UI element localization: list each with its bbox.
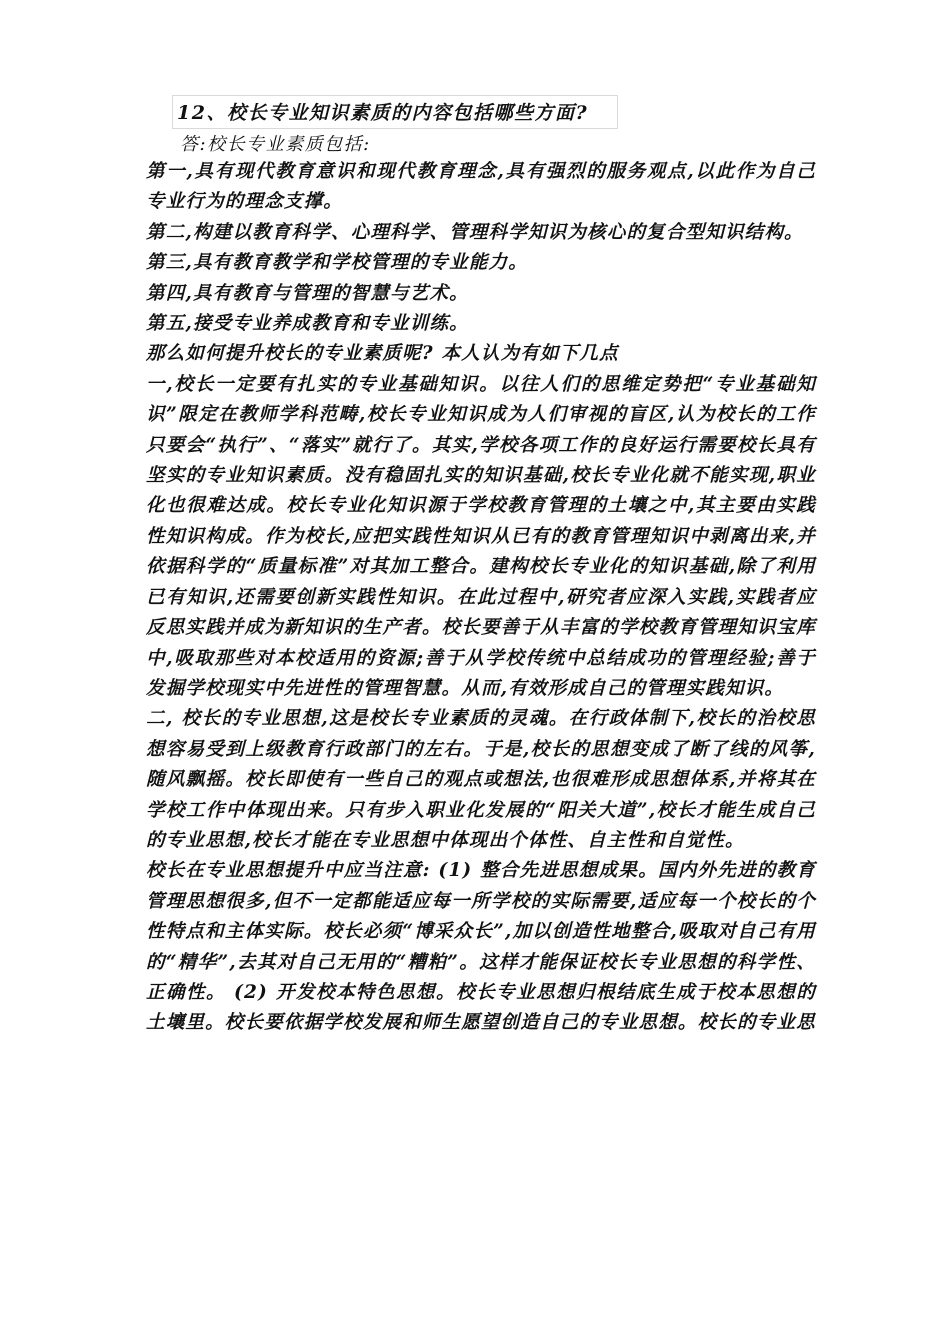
- paragraph-question: 那么如何提升校长的专业素质呢? 本人认为有如下几点: [146, 343, 619, 365]
- paragraph-first: 第一,具有现代教育意识和现代教育理念,具有强烈的服务观点,以此作为自己专业行为的理念支撑。: [146, 161, 816, 213]
- body-text: [146, 157, 816, 1039]
- answer-intro: 答:校长专业素质包括:: [180, 134, 371, 155]
- paragraph-fourth: 第四,具有教育与管理的智慧与艺术。: [146, 282, 469, 304]
- paragraph-point-two: 二, 校长的专业思想,这是校长专业素质的灵魂。在行政体制下,校长的治校思想容易受到上级教育行政部门的左右。于是,校长的思想变成了断了线的风筝,随风飘摇。校长即使有一些自己的观点或想法,也很难形成思想体系,并将其在学校工作中体现出来。只有步入职业化发展的“阳关大道”,校长才能生成自己的专业思想,校长才能在专业思想中体现出个体性、自主性和自觉性。: [146, 708, 816, 851]
- paragraph-notes: 校长在专业思想提升中应当注意: (1) 整合先进思想成果。国内外先进的教育管理思想很多,但不一定都能适应每一所学校的实际需要,适应每一个校长的个性特点和主体实际。校长必须“博采众长”,加以创造性地整合,吸取对自己有用的“精华”,去其对自己无用的“糟粕”。这样才能保证校长专业思想的科学性、正确性。 (2) 开发校本特色思想。校长专业思想归根结底生成于校本思想的土壤里。校长要依据学校发展和师生愿望创造自己的专业思想。校长的专业思: [146, 860, 816, 1034]
- paragraph-fifth: 第五,接受专业养成教育和专业训练。: [146, 313, 469, 335]
- paragraph-point-one: 一,校长一定要有扎实的专业基础知识。以往人们的思维定势把“专业基础知识”限定在教师学科范畴,校长专业知识成为人们审视的盲区,认为校长的工作只要会“执行”、“落实”就行了。其实,学校各项工作的良好运行需要校长具有坚实的专业知识素质。没有稳固扎实的知识基础,校长专业化就不能实现,职业化也很难达成。校长专业化知识源于学校教育管理的土壤之中,其主要由实践性知识构成。作为校长,应把实践性知识从已有的教育管理知识中剥离出来,并依据科学的“质量标准”对其加工整合。建构校长专业化的知识基础,除了利用已有知识,还需要创新实践性知识。在此过程中,研究者应深入实践,实践者应反思实践并成为新知识的生产者。校长要善于从丰富的学校教育管理知识宝库中,吸取那些对本校适用的资源;善于从学校传统中总结成功的管理经验;善于发掘学校现实中先进性的管理智慧。从而,有效形成自己的管理实践知识。: [146, 373, 816, 699]
- paragraph-third: 第三,具有教育教学和学校管理的专业能力。: [146, 252, 528, 274]
- question-title: 12、校长专业知识素质的内容包括哪些方面?: [177, 102, 589, 124]
- paragraph-second: 第二,构建以教育科学、心理科学、管理科学知识为核心的复合型知识结构。: [146, 221, 804, 243]
